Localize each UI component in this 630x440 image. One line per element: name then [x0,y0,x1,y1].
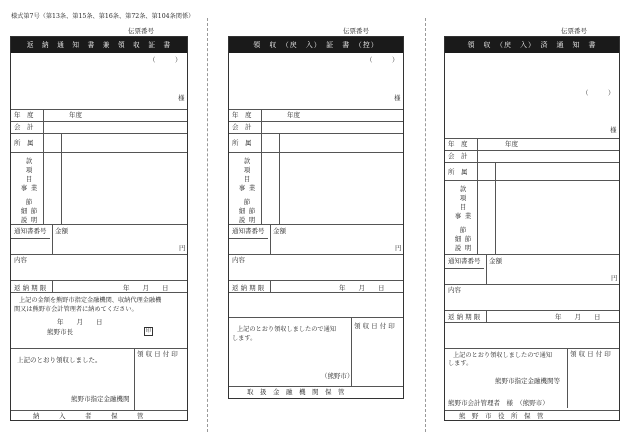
form2-deadline: 返 納 期 限 [232,284,265,292]
slip-number-label-2: 伝票番号 [343,27,369,35]
form3-received-2: します。 [448,360,473,367]
form1-category-3: 目 [25,175,33,183]
form2-category-3: 目 [243,175,251,183]
form2-stamp-label: 領 収 日 付 印 [354,322,395,330]
form3-bank: 熊野市指定金融機関等 [495,377,560,385]
form2-sama: 様 [394,94,401,102]
form3-section-5: 明 [464,244,472,252]
form-number: 様式第7号（第13条、第15条、第16条、第72条、第104条関係） [11,13,195,20]
form1-title: 返 納 通 知 書 兼 領 収 証 書 [11,37,187,53]
form2-amount: 金額 [273,227,286,235]
form1-section-1: 節 [25,198,33,206]
form3-treasurer: 熊野市会計管理者 様 （熊野市） [448,399,549,407]
form3-footer: 熊 野 市 役 所 保 管 [459,412,544,420]
form2-received-1: 上記のとおり領収しましたので通知 [237,326,336,333]
form3-content: 内容 [448,286,461,294]
form1-section-4: 説 [20,216,28,224]
form1-section-2: 細 [20,207,28,215]
form3-section-3: 節 [464,235,472,243]
form2-year-label: 年 度 [232,111,252,119]
form2-section-5: 明 [248,216,256,224]
form2-yen: 円 [395,244,402,252]
form3-category-1: 款 [459,185,467,193]
form1-mayor: 熊野市長 [47,328,73,336]
refund-notice-form [10,36,188,421]
form1-notice-number: 通知書番号 [14,227,47,235]
form1-received: 上記のとおり領収しました。 [17,356,102,364]
form2-paren: （ ） [366,56,399,64]
form2-content: 内容 [232,256,245,264]
form3-year-label: 年 度 [448,140,468,148]
form2-received-2: します。 [232,335,257,342]
form1-deadline: 返 納 期 限 [14,284,47,292]
form2-section-3: 節 [248,207,256,215]
form3-stamp-label: 領 収 日 付 印 [570,350,611,358]
form3-deadline: 返 納 期 限 [448,313,481,321]
form1-amount: 金額 [55,227,68,235]
form2-notice-number: 通知書番号 [232,227,265,235]
form3-category-5: 業 [464,212,472,220]
form2-section-4: 説 [238,216,246,224]
form2-year-value: 年度 [287,111,300,119]
form3-sama: 様 [610,126,617,134]
form3-yen: 円 [611,274,618,282]
form1-yen: 円 [179,244,186,252]
form2-category-1: 款 [243,157,251,165]
form1-category-2: 項 [25,166,33,174]
form2-deadline-date: 年 月 日 [339,284,385,292]
receipt-copy-form [228,36,404,399]
form3-dept: 所 属 [448,168,468,176]
form2-city: （熊野市） [321,372,354,380]
form1-instruction-1: 上記の金額を熊野市指定金融機関、収納代理金融機 [19,297,162,304]
slip-number-label-3: 伝票番号 [561,27,587,35]
form2-account: 会 計 [232,123,252,131]
form1-issue-date: 年 月 日 [57,318,103,326]
form2-category-5: 業 [248,184,256,192]
form1-section-3: 節 [30,207,38,215]
form1-instruction-2: 関又は熊野市会計管理者に納めてください。 [14,306,138,313]
form1-bank: 熊野市指定金融機関 [71,395,130,403]
form3-category-2: 項 [459,194,467,202]
form3-title: 領 収 （戻 入） 済 通 知 書 [445,37,619,53]
slip-number-label-1: 伝票番号 [128,27,154,35]
form1-section-5: 明 [30,216,38,224]
form3-account: 会 計 [448,152,468,160]
form3-paren: （ ） [582,89,615,97]
form2-footer: 取 扱 金 融 機 関 保 管 [247,388,345,396]
form3-category-3: 目 [459,203,467,211]
cut-line-1 [207,18,208,432]
form2-section-1: 節 [243,198,251,206]
form1-seal: 印 [145,328,152,334]
form3-category-4: 事 [454,212,462,220]
form1-year-label: 年 度 [14,111,34,119]
form1-footer: 納 入 者 保 管 [33,412,144,420]
form3-year-value: 年度 [505,140,518,148]
form1-stamp-label: 領 収 日 付 印 [137,350,178,358]
form3-received-1: 上記のとおり領収しましたので通知 [453,352,552,359]
form1-category-4: 事 [20,184,28,192]
form1-deadline-date: 年 月 日 [123,284,169,292]
form2-title: 領 収 （戻 入） 証 書 （控） [229,37,403,53]
form2-dept: 所 属 [232,139,252,147]
form1-dept: 所 属 [14,139,34,147]
form1-content: 内容 [14,256,27,264]
form2-category-4: 事 [238,184,246,192]
form3-notice-number: 通知書番号 [448,257,481,265]
form2-section-2: 細 [238,207,246,215]
receipt-notice-form [444,36,620,421]
form3-section-1: 節 [459,226,467,234]
form1-sama: 様 [178,94,185,102]
form1-year-value: 年度 [69,111,82,119]
form3-section-4: 説 [454,244,462,252]
form3-section-2: 細 [454,235,462,243]
form1-category-5: 業 [30,184,38,192]
form1-account: 会 計 [14,123,34,131]
form3-deadline-date: 年 月 日 [555,313,601,321]
form1-category-1: 款 [25,157,33,165]
form1-paren: （ ） [149,56,182,64]
form3-amount: 金額 [489,257,502,265]
form2-category-2: 項 [243,166,251,174]
cut-line-2 [425,18,426,432]
